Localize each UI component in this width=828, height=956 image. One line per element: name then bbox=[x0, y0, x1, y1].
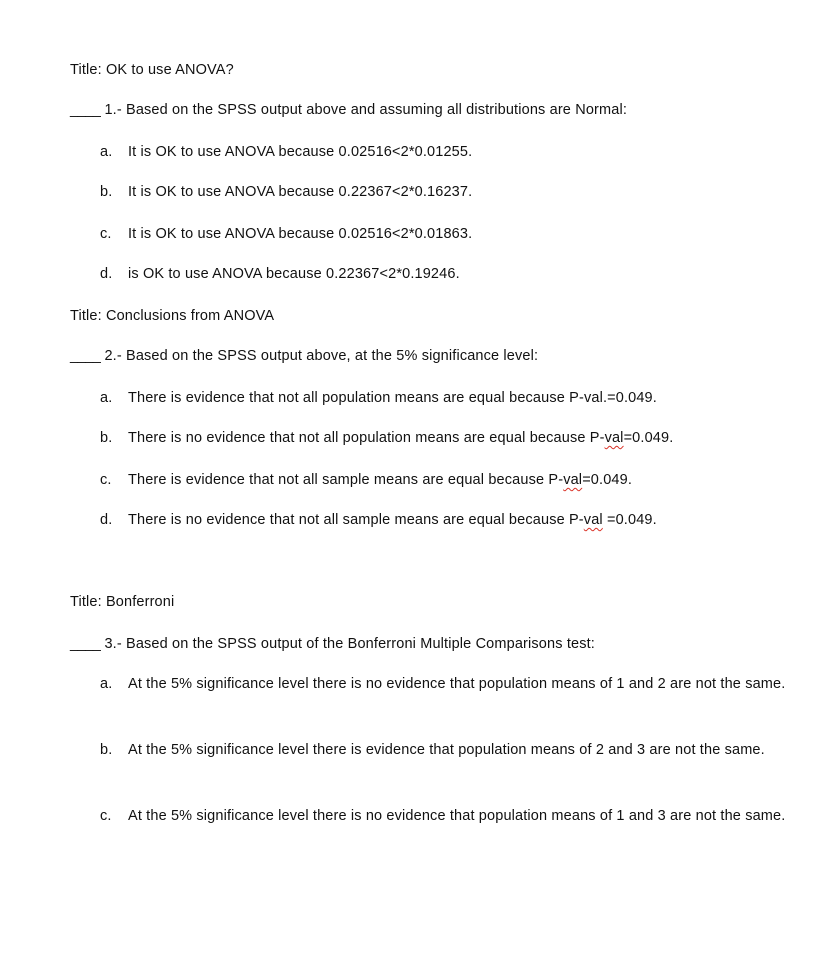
section-1-title: Title: OK to use ANOVA? bbox=[70, 62, 234, 78]
option-letter: a. bbox=[100, 390, 113, 406]
option-text-post: =0.049. bbox=[623, 430, 674, 446]
option-text bbox=[128, 429, 673, 447]
question-3 bbox=[70, 635, 595, 653]
option-text-pre: There is no evidence that not all population means are equal because P- bbox=[128, 430, 605, 446]
option-text: It is OK to use ANOVA because 0.02516<2*0.01863. bbox=[128, 226, 473, 242]
option-letter: d. bbox=[100, 512, 113, 528]
option-letter: c. bbox=[100, 808, 112, 824]
option-text: At the 5% significance level there is no evidence that population means of 1 and 3 are not the same. bbox=[128, 808, 786, 824]
spellcheck-marked-word: val bbox=[583, 512, 603, 528]
option-text: is OK to use ANOVA because 0.22367<2*0.19246. bbox=[128, 266, 460, 282]
section-2-title: Title: Conclusions from ANOVA bbox=[70, 308, 275, 324]
option-text-pre: There is no evidence that not all sample means are equal because P- bbox=[128, 512, 584, 528]
answer-blank[interactable]: ____ bbox=[70, 102, 101, 118]
option-letter: b. bbox=[100, 430, 113, 446]
option-letter: a. bbox=[100, 676, 113, 692]
answer-blank[interactable]: ____ bbox=[70, 348, 101, 364]
option-text-post: =0.049. bbox=[602, 512, 657, 528]
option-letter: c. bbox=[100, 472, 112, 488]
option-letter: a. bbox=[100, 144, 113, 160]
option-text-pre: There is evidence that not all sample means are equal because P- bbox=[128, 472, 564, 488]
question-1-text: 1.- Based on the SPSS output above and assuming all distributions are Normal: bbox=[100, 102, 628, 118]
option-letter: b. bbox=[100, 742, 113, 758]
option-letter: b. bbox=[100, 184, 113, 200]
answer-blank[interactable]: ____ bbox=[70, 636, 101, 652]
question-3-text: 3.- Based on the SPSS output of the Bonferroni Multiple Comparisons test: bbox=[100, 636, 595, 652]
option-text: It is OK to use ANOVA because 0.02516<2*0.01255. bbox=[128, 144, 473, 160]
option-text: At the 5% significance level there is evidence that population means of 2 and 3 are not the same. bbox=[128, 742, 765, 758]
spellcheck-marked-word: val bbox=[563, 472, 583, 488]
spellcheck-marked-word: val bbox=[604, 430, 624, 446]
option-text bbox=[128, 511, 657, 529]
question-2-text: 2.- Based on the SPSS output above, at the 5% significance level: bbox=[100, 348, 539, 364]
question-1 bbox=[70, 101, 627, 119]
option-text: There is evidence that not all population means are equal because P-val.=0.049. bbox=[128, 390, 657, 406]
option-text bbox=[128, 471, 632, 489]
option-text-post: =0.049. bbox=[582, 472, 633, 488]
option-text: It is OK to use ANOVA because 0.22367<2*0.16237. bbox=[128, 184, 473, 200]
option-text: At the 5% significance level there is no evidence that population means of 1 and 2 are not the same. bbox=[128, 676, 786, 692]
question-2 bbox=[70, 347, 538, 365]
option-letter: d. bbox=[100, 266, 113, 282]
section-3-title: Title: Bonferroni bbox=[70, 594, 175, 610]
option-letter: c. bbox=[100, 226, 112, 242]
